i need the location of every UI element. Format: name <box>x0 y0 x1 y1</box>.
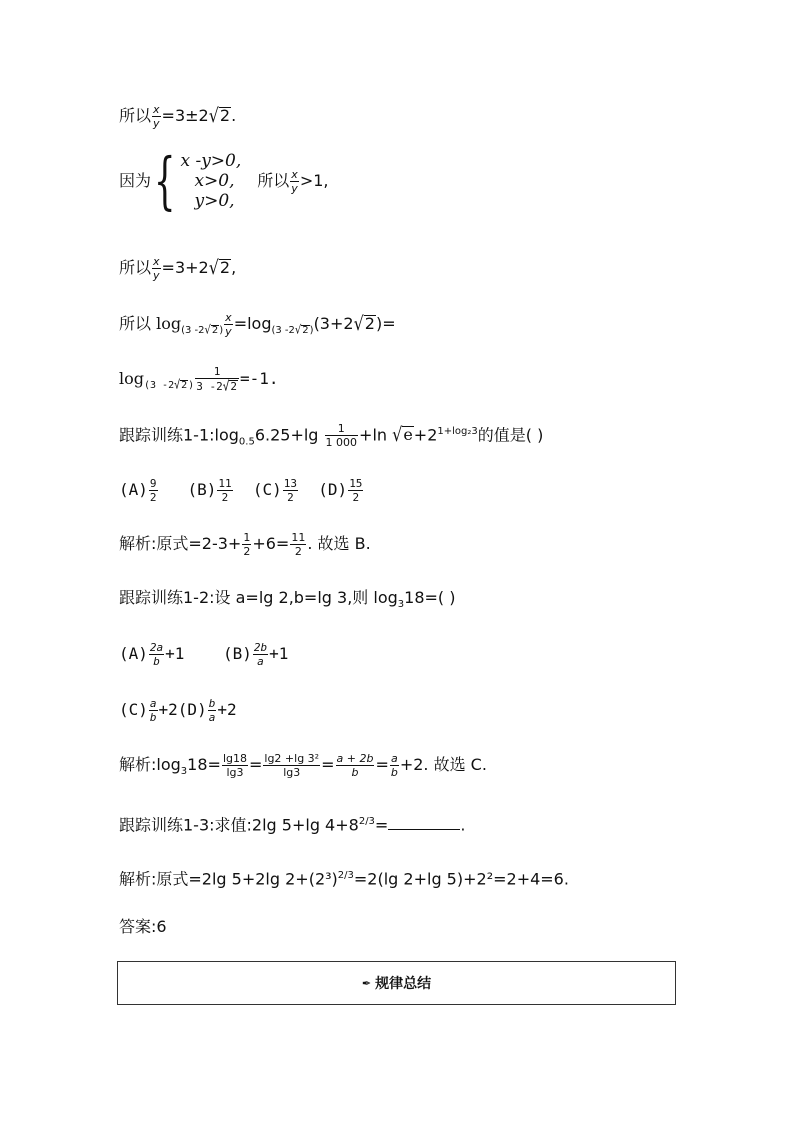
pen-nib-icon: ✒ <box>361 976 372 990</box>
line-3: 所以 $\frac{x}{y}$ =3+2√2, <box>119 255 237 282</box>
summary-label: 规律总结 <box>375 976 432 992</box>
exercise-1-2: 跟踪训练1-2:设 a=lg 2,b=lg 3,则 $\log_318=$( ) <box>119 588 456 611</box>
answer-blank[interactable] <box>388 815 460 830</box>
exercise-1-2-options-cd: (C) $\frac{a}{b}$ +2(D) $\frac{b}{a}$ +2 <box>119 697 237 724</box>
exercise-1-3: 跟踪训练1-3:求值:2lg 5+lg $4+8^{2/3}=$ . <box>119 815 466 835</box>
fraction-x-over-y: $\frac{x}{y}$ <box>153 103 160 130</box>
exercise-1-2-options-ab: (A) $\frac{2a}{b}$ +1 (B) $\frac{2b}{a}$ +1 <box>119 641 289 668</box>
left-brace: { <box>153 144 176 217</box>
solution-1-3: 解析:原式=2lg 5+2lg $2+(2^3)^{2/3}=2(\lg$ 2+lg 5)+2²=2+4=6. <box>119 869 569 889</box>
answer-line: 答案:6 <box>119 917 167 936</box>
line-1: 所以 $\frac{x}{y}$ =3±2√2. <box>119 103 237 130</box>
line-4: 所以 $\log_{(3 -2√2)}$ $\frac{x}{y}$ $=\log_{(3 -2√2)}(3+2√2)=$ <box>119 311 396 338</box>
line-5: $\log_{(3 -2√2)}$ $\frac{1}{3 -2√2}$ =-1. <box>119 365 279 395</box>
summary-box <box>117 961 676 1005</box>
exercise-1-1: 跟踪训练$1-1:\log_{0.5}6.25+\lg$ $\frac{1}{1 000}$ +ln $√e+2^{1+log_23}$的值是( ) <box>119 422 544 450</box>
exercise-1-1-options: (A) $\frac{9}{2}$ (B) $\frac{11}{2}$ (C) $\frac{13}{2}$ (D) $\frac{15}{2}$ <box>119 477 363 504</box>
solution-1-1: 解析:原式=2-3+ $\frac{1}{2}$ +6= $\frac{11}{2}$ . 故选 B. <box>119 531 371 558</box>
solution-1-2: 解析$:\log_318=$ $\frac{\lg 18}{\lg 3}$ = $\frac{\text{lg2 +lg 3²}}{\lg 3}$ = $\frac{a + 2b}{b}$ = $\frac{a}{b}$ +2. 故选 C. <box>119 752 487 779</box>
inequality-system: x -y>0, x>0, y>0, <box>180 151 242 211</box>
system-line: 因为{ x -y>0, x>0, y>0, 所以 $\frac{x}{y}$ >1, <box>119 144 329 217</box>
